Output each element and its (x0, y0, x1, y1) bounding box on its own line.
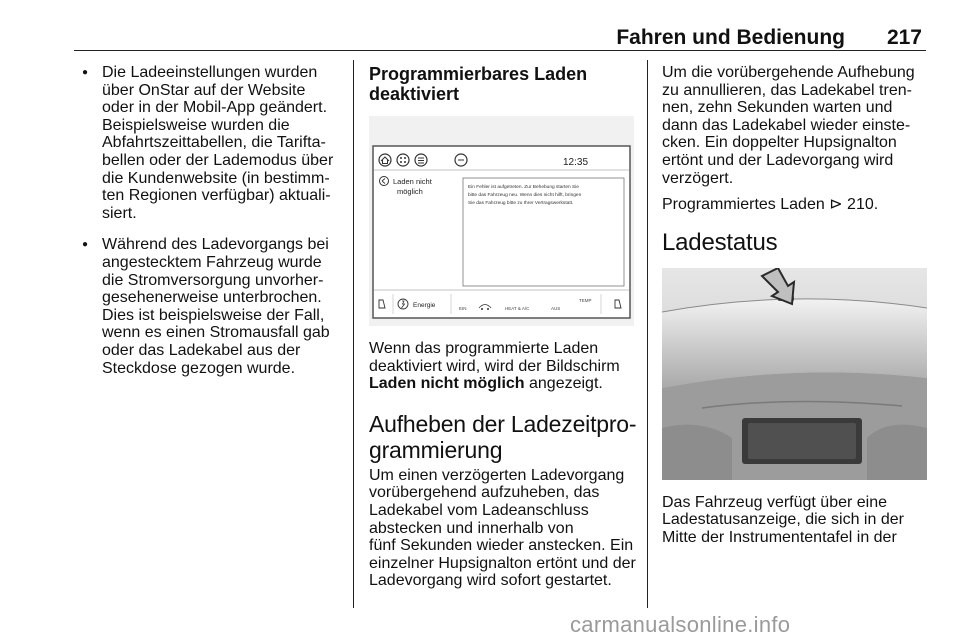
screen-clock: 12:35 (563, 157, 589, 168)
paragraph-cancel-override: Um die vorübergehende Aufhebung zu annullieren, das Ladekabel tren- nen, zehn Sekunden warten und dann das Ladekabel wieder einste- cken. Ein doppelter Hupsignalton ertönt und der Ladevorgang wird verzögert. (662, 64, 915, 187)
column-1 (74, 64, 346, 391)
screen-heat-ac-label: HEAT & A/C (505, 306, 530, 311)
screen-temp-label: TEMP (579, 298, 592, 303)
screen-name-bold: Laden nicht möglich (369, 375, 525, 393)
screen-energy-label: Energie (413, 302, 436, 309)
page-number: 217 (886, 26, 922, 49)
dashboard-figure (662, 268, 927, 480)
section-heading-programmable-charging: Programmierbares Laden deaktiviert (369, 64, 588, 104)
screen-notice-title-2: möglich (397, 187, 423, 196)
bullet-list (74, 64, 346, 377)
bullet-item: ● Während des Ladevorgangs bei angestecktem Fahrzeug wurde die Stromversorgung unvorher- gesehenerweise unterbrochen. Dies ist beispielsweise der Fall, wenn es einen Stromausfall gab oder das Ladekabel aus der Steckdose gezogen wurde. (74, 236, 346, 377)
screen-on-label: EIN (459, 306, 467, 311)
column-divider-2 (647, 60, 648, 608)
column-2 (369, 64, 637, 590)
header-rule (74, 50, 926, 51)
paragraph-override-instructions: Um einen verzögerten Ladevorgang vorübergehend aufzuheben, das Ladekabel vom Ladeanschluss abstecken und innerhalb von fünf Sekunden wieder anstecken. Ein einzelner Hupsignalton ertönt und der Ladevorgang wird sofort gestartet. (369, 466, 636, 590)
cross-reference-programmed-charging: Programmiertes Laden ⊳ 210. (662, 196, 879, 214)
screen-auto-label: AUS (551, 306, 561, 311)
screen-notice-title-1: Laden nicht (393, 177, 432, 186)
paragraph-disabled-charging: Wenn das programmierte Laden deaktiviert wird, wird der Bildschirm Laden nicht möglich angezeigt. (369, 340, 620, 393)
screen-message-line-3: Sie das Fahrzeug bitte zu Ihrer Vertragswerkstatt. (468, 201, 574, 206)
section-heading-charge-status: Ladestatus (662, 228, 778, 256)
screen-message-line-1: Ein Fehler ist aufgetreten. Zur Behebung starten Sie (468, 185, 579, 190)
column-3 (662, 64, 926, 547)
section-heading-override-charging: Aufheben der Ladezeitpro- grammierung (369, 410, 637, 463)
footer-watermark: carmanualsonline.info (570, 612, 791, 637)
bullet-item: ● Die Ladeeinstellungen wurden über OnStar auf der Website oder in der Mobil-App geändert. Beispielsweise wurden die Abfahrtszeittabellen, die Tarifta- bellen oder der Lademodus über die Kundenwebsite (in bestimm- ten Regionen verfügbar) aktuali- siert. (74, 64, 346, 222)
infotainment-screen-figure (369, 116, 634, 326)
paragraph-charge-status: Das Fahrzeug verfügt über eine Ladestatusanzeige, die sich in der Mitte der Instrumententafel in der (662, 493, 904, 546)
page-header-title: Fahren und Bedienung (616, 26, 845, 49)
screen-message-line-2: bitte das Fahrzeug neu. Wenn dies nicht hilft, bringen (468, 193, 582, 198)
column-divider-1 (353, 60, 354, 608)
